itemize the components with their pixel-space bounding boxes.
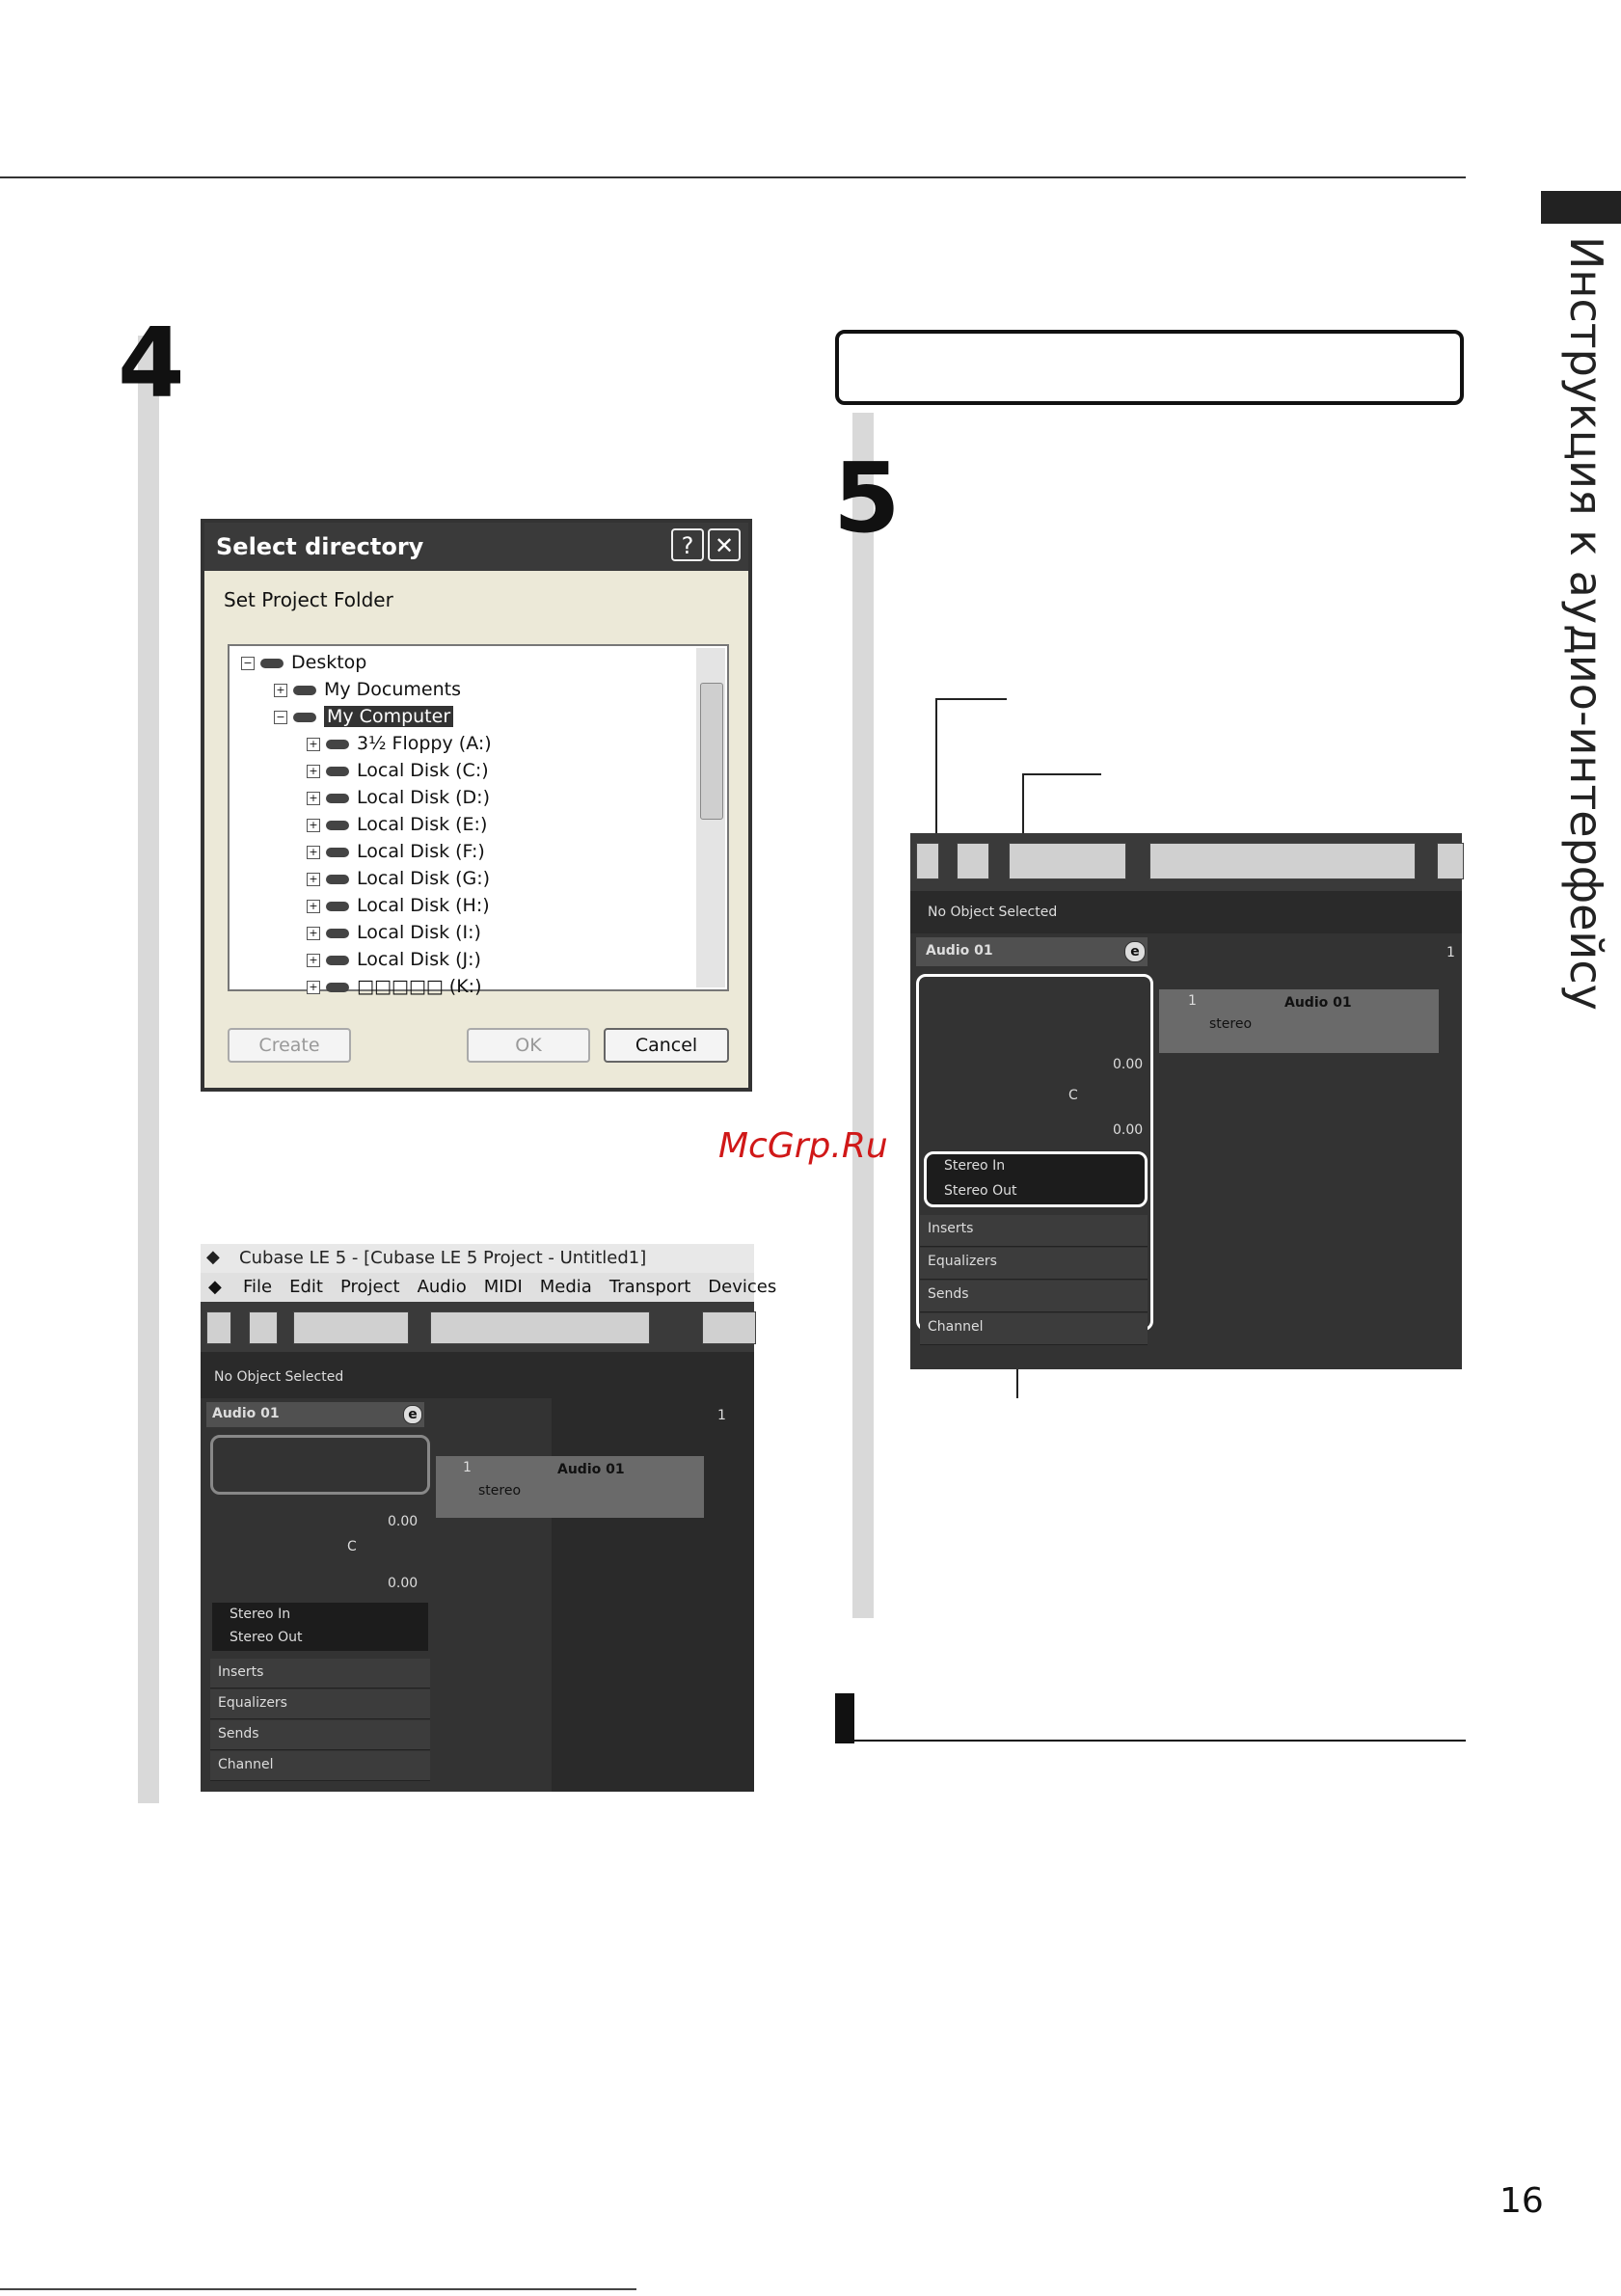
arrow-tool-icon[interactable] <box>702 1311 756 1344</box>
tree-item[interactable] <box>307 922 481 949</box>
track-list-sub: stereo <box>478 1483 522 1499</box>
tree-item-label: 3½ Floppy (A:) <box>357 733 492 754</box>
tree-item[interactable] <box>307 868 490 895</box>
drive-icon <box>326 902 349 911</box>
side-tab-marker <box>1541 191 1621 224</box>
create-button[interactable]: Create <box>228 1028 351 1063</box>
expand-toggle-icon[interactable]: − <box>241 657 255 670</box>
tree-item[interactable] <box>307 895 490 922</box>
tree-item[interactable] <box>307 976 481 1003</box>
dialog-title: Select directory <box>216 533 424 560</box>
expand-toggle-icon[interactable]: + <box>307 738 320 751</box>
step5-bar <box>852 413 874 1618</box>
zoom-delay-value: 0.00 <box>1113 1122 1144 1138</box>
cancel-button[interactable]: Cancel <box>604 1028 729 1063</box>
inspector-track-name: Audio 01 <box>212 1406 280 1421</box>
watermark: McGrp.Ru <box>718 1126 888 1166</box>
expand-toggle-icon[interactable]: + <box>307 873 320 886</box>
drive-icon <box>326 821 349 830</box>
zoom-track-list-item[interactable] <box>1159 989 1439 1053</box>
zoom-sends-label: Sends <box>928 1286 969 1302</box>
zoom-info-line: No Object Selected <box>928 905 1058 920</box>
zoom-power-icon[interactable] <box>916 843 939 879</box>
menu-item[interactable]: MIDI <box>483 1277 523 1297</box>
expand-toggle-icon[interactable]: + <box>307 819 320 832</box>
constrain-icon[interactable] <box>249 1311 278 1344</box>
expand-toggle-icon[interactable]: + <box>307 927 320 940</box>
tree-item[interactable] <box>307 760 489 787</box>
scroll-thumb[interactable] <box>700 683 723 820</box>
tree-item-label: Local Disk (C:) <box>357 760 489 781</box>
step4-bar <box>138 336 159 1803</box>
sends-row[interactable] <box>210 1720 430 1750</box>
menu-item[interactable]: Transport <box>608 1277 691 1297</box>
zoom-track-list-sub: stereo <box>1209 1016 1253 1032</box>
edit-channel-icon[interactable]: e <box>403 1405 422 1424</box>
expand-toggle-icon[interactable]: − <box>274 711 287 724</box>
drive-icon <box>326 794 349 803</box>
section-rule <box>854 1740 1466 1742</box>
dialog-titlebar <box>204 523 748 571</box>
track-number: 1 <box>463 1460 472 1475</box>
tree-item-label: Local Disk (J:) <box>357 949 481 970</box>
drive-icon <box>326 929 349 938</box>
folder-icon <box>293 713 316 722</box>
inserts-row[interactable] <box>210 1659 430 1688</box>
close-button[interactable]: ✕ <box>708 528 741 561</box>
zoom-edit-channel-icon[interactable]: e <box>1124 941 1146 962</box>
cubase-title: Cubase LE 5 - [Cubase LE 5 Project - Untitled1] <box>239 1248 647 1268</box>
tree-item[interactable] <box>307 814 487 841</box>
zoom-stereo-out-label[interactable]: Stereo Out <box>944 1183 1017 1199</box>
inspector-header <box>206 1402 424 1427</box>
volume-value: 0.00 <box>388 1514 419 1529</box>
channel-row[interactable] <box>210 1751 430 1781</box>
tree-item[interactable] <box>307 733 492 760</box>
delay-value: 0.00 <box>388 1576 419 1591</box>
zoom-track-name: Audio 01 <box>926 943 993 959</box>
menu-item[interactable]: Devices <box>708 1277 777 1297</box>
dialog-label: Set Project Folder <box>224 588 393 611</box>
zoom-pan-value: C <box>1068 1088 1078 1103</box>
zoom-ruler-number: 1 <box>1446 945 1455 960</box>
menu-item[interactable]: Project <box>339 1277 400 1297</box>
zoom-equalizers-row[interactable] <box>920 1248 1148 1280</box>
tree-item[interactable] <box>307 949 481 976</box>
expand-toggle-icon[interactable]: + <box>307 792 320 805</box>
step4-number: 4 <box>118 307 185 419</box>
zoom-channel-label: Channel <box>928 1319 984 1335</box>
expand-toggle-icon[interactable]: + <box>307 981 320 994</box>
cubase-window <box>201 1244 777 1792</box>
transport-controls[interactable] <box>430 1311 650 1344</box>
section-marker <box>835 1693 854 1743</box>
tree-item-label: Local Disk (D:) <box>357 787 490 808</box>
tree-item-label: Local Disk (I:) <box>357 922 481 943</box>
menu-logo-icon: ◆ <box>208 1277 222 1297</box>
highlight-routing-box <box>924 1151 1148 1207</box>
expand-toggle-icon[interactable]: + <box>307 765 320 778</box>
stereo-in-label[interactable]: Stereo In <box>230 1607 291 1622</box>
zoom-channel-row[interactable] <box>920 1313 1148 1345</box>
page-number: 16 <box>1499 2181 1544 2221</box>
tree-item-label: Local Disk (H:) <box>357 895 490 916</box>
step5-number: 5 <box>833 442 901 554</box>
zoom-volume-value: 0.00 <box>1113 1057 1144 1072</box>
drive-icon <box>326 767 349 776</box>
callout-line-1h <box>935 698 1007 700</box>
folder-icon <box>293 686 316 695</box>
view-toggles[interactable] <box>293 1311 409 1344</box>
ok-button[interactable]: OK <box>467 1028 590 1063</box>
menu-item[interactable]: Audio <box>417 1277 467 1297</box>
zoom-inspector-area <box>910 933 1462 1369</box>
drive-icon <box>326 875 349 884</box>
info-line: No Object Selected <box>214 1369 344 1385</box>
cubase-menubar <box>201 1273 777 1302</box>
expand-toggle-icon[interactable]: + <box>274 684 287 697</box>
inserts-label: Inserts <box>218 1664 264 1680</box>
menu-item[interactable]: File <box>243 1277 273 1297</box>
power-icon[interactable] <box>206 1311 231 1344</box>
zoom-sends-row[interactable] <box>920 1281 1148 1312</box>
drive-icon <box>326 848 349 857</box>
ruler-number: 1 <box>717 1408 726 1423</box>
drive-icon <box>326 956 349 965</box>
routing-box <box>212 1603 428 1651</box>
callout-line-2h <box>1022 773 1101 775</box>
equalizers-row[interactable] <box>210 1689 430 1719</box>
menu-item[interactable]: Edit <box>289 1277 323 1297</box>
tree-item-label: Local Disk (F:) <box>357 841 485 862</box>
folder-tree[interactable] <box>228 644 729 997</box>
cubase-titlebar <box>201 1244 754 1273</box>
zoom-transport-controls[interactable] <box>1149 843 1416 879</box>
zoom-inserts-label: Inserts <box>928 1221 974 1236</box>
expand-toggle-icon[interactable]: + <box>307 846 320 859</box>
side-title: Инструкция к аудио-интерфейсу <box>1560 236 1612 1011</box>
zoom-inserts-row[interactable] <box>920 1215 1148 1247</box>
drive-icon <box>326 740 349 749</box>
inspector-area <box>201 1398 726 1792</box>
zoom-toolbar <box>910 833 1462 891</box>
expand-toggle-icon[interactable]: + <box>307 900 320 913</box>
zoom-constrain-icon[interactable] <box>957 843 989 879</box>
cubase-zoom <box>910 833 1462 1369</box>
zoom-inspector-header <box>916 937 1148 966</box>
tree-item-label: Desktop <box>291 652 367 673</box>
pan-value: C <box>347 1539 357 1554</box>
equalizers-label: Equalizers <box>218 1695 287 1711</box>
tree-item[interactable] <box>241 652 366 679</box>
select-directory-dialog <box>201 519 752 1092</box>
cubase-toolbar <box>201 1302 754 1352</box>
track-list-item[interactable] <box>436 1456 704 1518</box>
folder-icon <box>260 659 284 668</box>
stereo-out-label[interactable]: Stereo Out <box>230 1630 303 1645</box>
zoom-view-toggles[interactable] <box>1009 843 1126 879</box>
tree-item-label: □□□□□ (K:) <box>357 976 482 997</box>
tree-item[interactable] <box>307 841 485 868</box>
zoom-stereo-in-label[interactable]: Stereo In <box>944 1158 1006 1174</box>
tree-item-label: Local Disk (E:) <box>357 814 488 835</box>
menu-items <box>243 1277 794 1297</box>
tree-item-label: My Documents <box>324 679 462 700</box>
footer-rule <box>0 2288 636 2290</box>
sends-label: Sends <box>218 1726 259 1742</box>
zoom-equalizers-label: Equalizers <box>928 1254 997 1269</box>
zoom-track-number: 1 <box>1188 993 1197 1009</box>
expand-toggle-icon[interactable]: + <box>307 954 320 967</box>
zoom-arrow-tool-icon[interactable] <box>1437 843 1464 879</box>
tree-item-label: My Computer <box>324 706 453 727</box>
tree-item[interactable] <box>274 706 453 733</box>
help-button[interactable]: ? <box>671 528 704 561</box>
tree-item[interactable] <box>274 679 461 706</box>
cubase-logo-icon: ◆ <box>206 1247 220 1267</box>
tree-item[interactable] <box>307 787 490 814</box>
tree-item-label: Local Disk (G:) <box>357 868 491 889</box>
channel-label: Channel <box>218 1757 274 1772</box>
menu-item[interactable]: Media <box>539 1277 592 1297</box>
header-rule <box>0 176 1466 178</box>
zoom-track-list-name: Audio 01 <box>1284 995 1352 1011</box>
section-header-box <box>835 330 1464 405</box>
track-controls-box <box>210 1435 430 1495</box>
track-list-name: Audio 01 <box>557 1462 625 1477</box>
drive-icon <box>326 983 349 992</box>
